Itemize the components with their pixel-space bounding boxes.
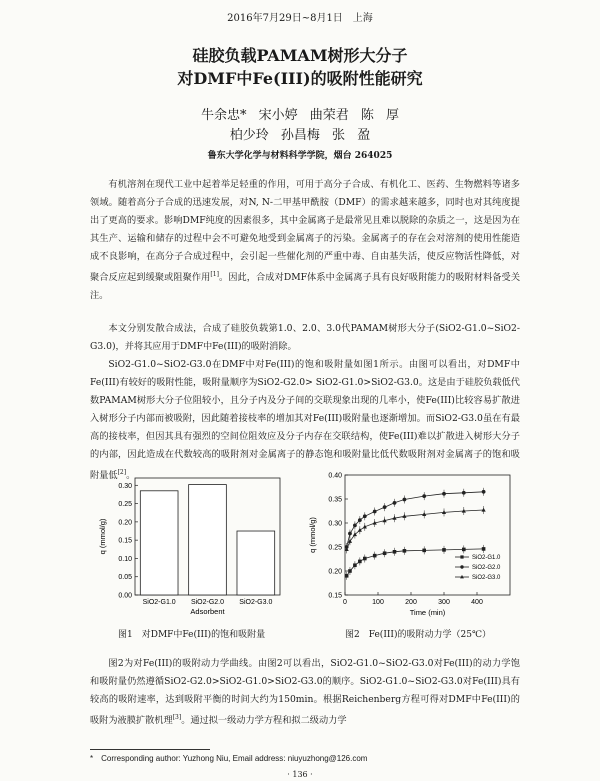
authors-line1: 牛余忠* 宋小婷 曲荣君 陈 厚 <box>200 108 400 123</box>
data-point <box>442 492 446 496</box>
legend-marker <box>460 565 463 568</box>
x-tick-label: 100 <box>372 599 384 606</box>
data-point <box>353 563 357 567</box>
bar <box>140 491 178 595</box>
body-paragraph-1: 有机溶剂在现代工业中起着举足轻重的作用，可用于高分子合成、有机化工、医药、生物燃料等诸多领域。随着高分子合成的迅速发展，对N, N-二甲基甲酰胺（DMF）的需求越来越多，同时也对其纯度提出了更高的要求。影响DMF纯度的因素很多，其中金属离子是最常见且难以脱除的杂质之一，这是因为在其生产、运输和储存的过程中会不可避免地受到金属离子的污染。金属离子的存在会对溶剂的使用性能造成不良影响，在高分子合成过程中，会引起一些催化剂的严重中毒、自由基失活，使反应物活性降低，对聚合反应起到缓聚或阻聚作用[1]。因此，合成对DMF体系中金属离子具有良好吸附能力的吸附材料备受关注。 <box>90 179 521 302</box>
data-point <box>348 569 352 573</box>
data-point <box>353 524 357 528</box>
data-point <box>373 510 377 514</box>
body-paragraph-3: SiO2-G1.0~SiO2-G3.0在DMF中对Fe(III)的饱和吸附量如图1所示。由图可以看出，对DMF中Fe(III)有较好的吸附性能，吸附量顺序为SiO2-G2.0> SiO2-G1.0>SiO2-G3.0。这是由于硅胶负载低代数PAMAM树形大分子位阻较小，且分子内及分子间的交联现象出现的几率小，使Fe(III)比较容易扩散进入树形分子内部而被吸附，因此随着接枝率的增加其对Fe(III)吸附量也逐渐增加。而SiO2-G3.0虽在有最高的接枝率，但因其具有强烈的空间位阻效应及分子内存在交联结构，使Fe(III)难以扩散进入树形大分子的内部，因此造成在代数较高的吸附剂对金属离子的静态饱和吸附量比低代数吸附剂对金属离子的饱和吸附量低[2]。 <box>90 359 520 482</box>
figure2-line-chart <box>305 465 520 625</box>
data-point <box>462 491 466 495</box>
data-point <box>348 532 352 536</box>
data-point <box>393 501 397 505</box>
x-tick-label: SiO2-G1.0 <box>142 599 176 606</box>
y-tick-label: 0.35 <box>328 496 342 504</box>
y-tick-label: 0.15 <box>328 592 342 600</box>
y-tick-label: 0.20 <box>118 519 132 527</box>
data-point <box>442 548 446 552</box>
y-axis-label: q (mmol/g) <box>308 517 317 553</box>
data-point <box>462 548 466 552</box>
figure2-caption: 图2 Fe(III)的吸附动力学（25℃） <box>345 630 492 640</box>
data-point <box>422 494 426 498</box>
data-point <box>345 574 349 578</box>
footnote-rule <box>90 749 210 750</box>
body-paragraph-2: 本文分别发散合成法，合成了硅胶负载第1.0、2.0、3.0代PAMAM树形大分子(SiO2-G1.0~SiO2-G3.0)，并将其应用于DMF中Fe(III)的吸附消除。 <box>90 323 520 352</box>
body-paragraph-4: 图2为对Fe(III)的吸附动力学曲线。由图2可以看出，SiO2-G1.0~SiO2-G3.0对Fe(III)的动力学饱和吸附量仍然遵循SiO2-G2.0>SiO2-G1.0>SiO2-G3.0的顺序。SiO2-G1.0~SiO2-G3.0对Fe(III)具有较高的吸附速率，达到吸附平衡的时间大约为150min。根据Reichenberg方程可得对DMF中Fe(III)的吸附为液膜扩散机理[3]。通过拟一级动力学方程和拟二级动力学 <box>90 658 520 727</box>
data-point <box>383 505 387 509</box>
y-tick-label: 0.25 <box>328 544 342 552</box>
data-point <box>403 498 407 502</box>
data-point <box>403 549 407 553</box>
data-point <box>383 551 387 555</box>
affiliation: 鲁东大学化学与材料科学学院，烟台 264025 <box>207 151 393 161</box>
y-tick-label: 0.25 <box>118 501 132 509</box>
series-line <box>347 549 484 576</box>
x-axis-label: Time (min) <box>409 608 446 617</box>
bar <box>189 485 227 595</box>
y-tick-label: 0.20 <box>328 568 342 576</box>
authors-line2: 柏少玲 孙昌梅 张 盈 <box>229 128 371 143</box>
series-line <box>347 492 484 547</box>
figure1-bar-chart <box>95 470 290 625</box>
series-line <box>347 510 484 549</box>
data-point <box>358 518 362 522</box>
data-point <box>363 557 367 561</box>
x-tick-label: SiO2-G2.0 <box>190 599 225 606</box>
data-point <box>363 514 367 518</box>
legend-label: SiO2-G3.0 <box>472 575 501 582</box>
paper-title-line2: 对DMF中Fe(III)的吸附性能研究 <box>177 69 423 88</box>
x-tick-label: 200 <box>405 599 417 606</box>
x-tick-label: 400 <box>471 599 483 606</box>
x-axis-label: Adsorbent <box>190 607 225 616</box>
y-tick-label: 0.15 <box>118 537 132 545</box>
running-header: 2016年7月29日~8月1日 上海 <box>227 13 373 24</box>
legend-label: SiO2-G2.0 <box>472 565 501 572</box>
data-point <box>422 549 426 553</box>
y-tick-label: 0.05 <box>118 574 132 582</box>
y-tick-label: 0.30 <box>118 482 132 490</box>
y-tick-label: 0.40 <box>328 472 342 480</box>
page-number: · 136 · <box>287 770 313 779</box>
y-tick-label: 0.10 <box>118 555 132 563</box>
footnote: * Corresponding author: Yuzhong Niu, Email address: niuyuzhong@126.com <box>90 754 368 763</box>
data-point <box>393 550 397 554</box>
data-point <box>358 560 362 564</box>
data-point <box>482 547 486 551</box>
data-point <box>373 554 377 558</box>
bar <box>237 531 275 595</box>
y-tick-label: 0.00 <box>118 592 132 600</box>
x-tick-label: SiO2-G3.0 <box>239 599 273 606</box>
legend-label: SiO2-G1.0 <box>472 555 501 562</box>
x-tick-label: 300 <box>438 599 450 606</box>
data-point <box>482 490 486 494</box>
y-axis-label: q (mmol/g) <box>98 518 107 555</box>
figure1-caption: 图1 对DMF中Fe(III)的饱和吸附量 <box>118 630 266 640</box>
paper-title-line1: 硅胶负载PAMAM树形大分子 <box>192 46 408 65</box>
legend-marker <box>460 555 463 558</box>
y-tick-label: 0.30 <box>328 520 342 528</box>
x-tick-label: 0 <box>343 599 347 606</box>
data-point <box>358 528 362 532</box>
